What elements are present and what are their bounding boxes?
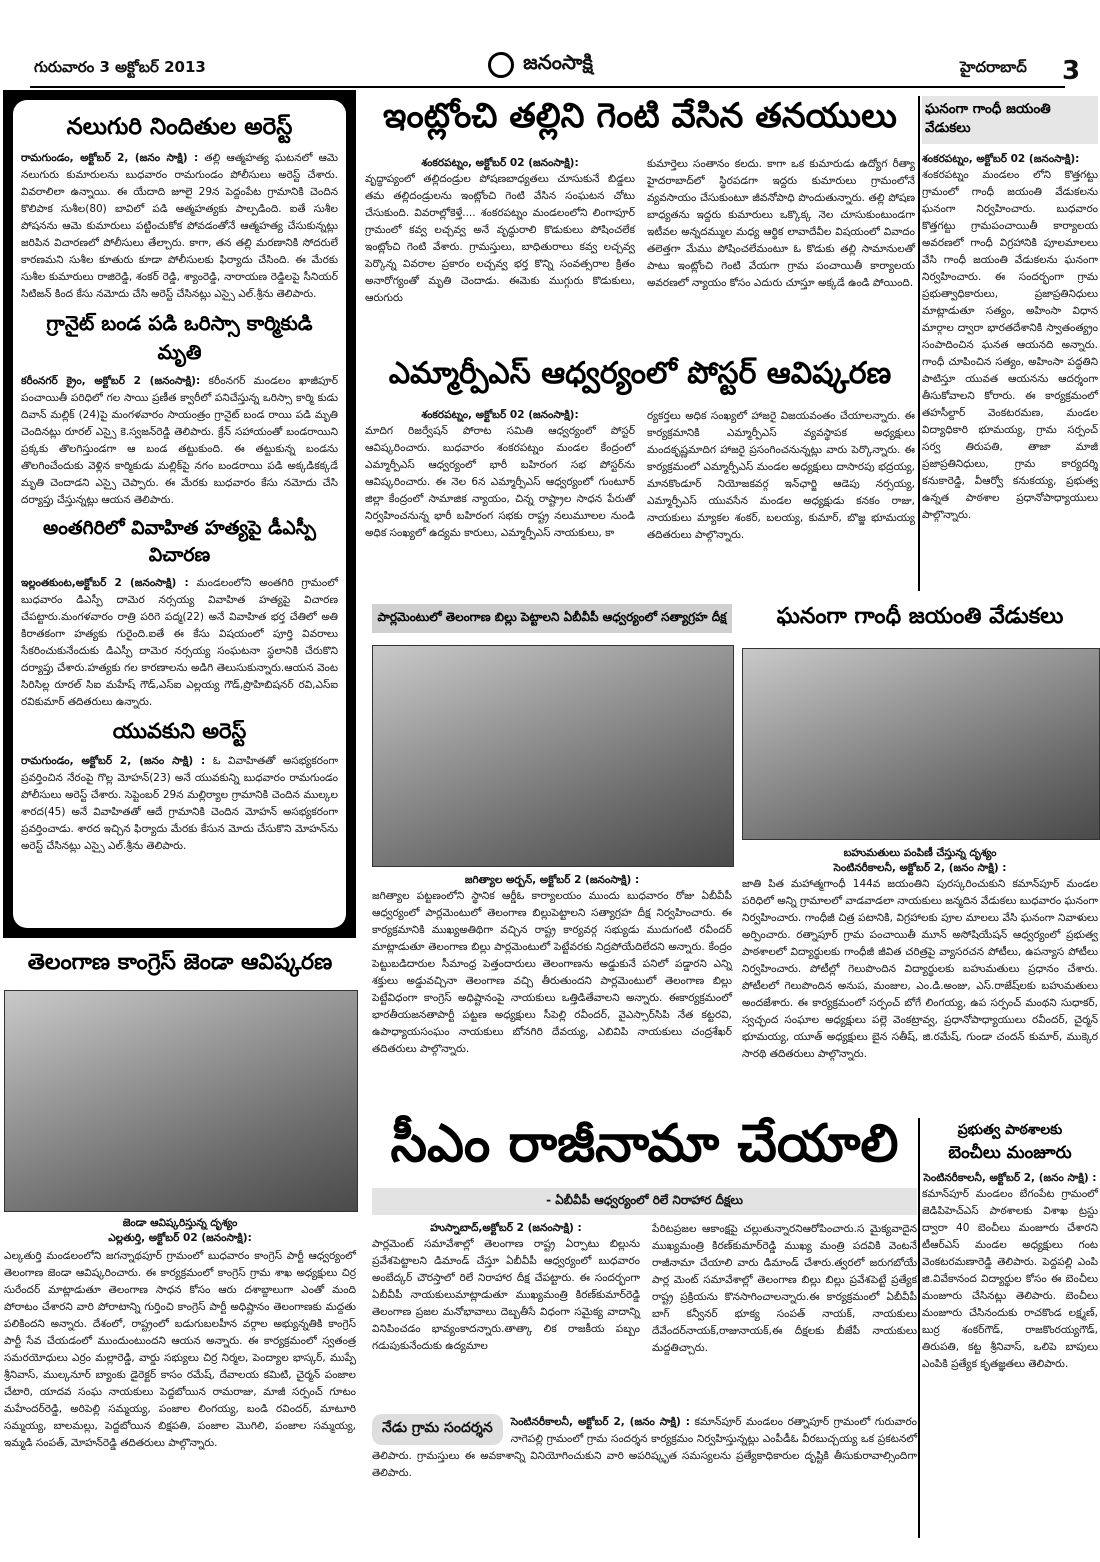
center-story3 bbox=[372, 598, 732, 1108]
center-story4-photo bbox=[742, 648, 1100, 840]
right-story2-separator bbox=[918, 1118, 920, 1538]
left-story4-text: ఓ వివాహితతో అసభ్యకరంగా ప్రవర్తించిన నేరంపై గొల్ల మోహన్(23) అనే యువకున్ని బుధవారం రామగుండం పోలీసులు అరెస్ట్ చేశారు. సెప్టెంబర్ 29న మల్లిర్యాల గ్రామానికి చెందిన ముల్కల శారద(45) అనే వివాహితతో ఆదే గ్రామానికి చెందిన మోహన్ అసభ్యకరంగా ప్రవర్తించాడు. శారద ఇచ్చిన ఫిర్యాదు మేరకు కేసున మోదు చేసుకొని మోహన్‌ను అరెస్ట్ చేసినట్లు ఎస్సై ఎల్.శ్రీను తెలిపారు. bbox=[21, 755, 339, 852]
center-story2-col-b bbox=[647, 408, 915, 544]
center-story6-headline: నేడు గ్రామ సందర్శన bbox=[372, 1414, 503, 1445]
left-story2-body bbox=[21, 373, 338, 509]
header-city: హైదరాబాద్ bbox=[960, 58, 1027, 76]
left-story2-headline: గ్రానైట్ బండ పడి ఒరిస్సా కార్మికుడి మృతి bbox=[46, 311, 313, 364]
left-story5-dateline: ఎల్లతుర్తి, అక్టోబర్ 02 (జనంసాక్షి): bbox=[108, 1232, 252, 1244]
right-story1-dateline: శంకరపట్నం, అక్టోబర్ 02 (జనంసాక్షి): bbox=[922, 153, 1080, 165]
center-story4-body: జాతి పిత మహాత్మగాంధీ 144వ జయంతిని పురస్కరించుకుని కమాన్‌పూర్ మండల పరిధిలో అన్ని గ్రామాలలో వాడవాడలా నాయకులు జన్మదిన వేడుకలు బుధవారం ఘనంగా నిర్వహించారు. గాంధీజీ చిత్ర పటానికి, విగ్రహాలకు పూల మాలలు వేసి ఘనంగా నివాళులు అర్పించారు. రత్నాపూర్ గ్రామ పంచాయితీ మూన్ అసోషియేషన్ ఆధ్వర్యంలో ప్రభుత్వ పాఠశాలలో విద్యార్థులకు గాంధీజీ జీవిత చరిత్రపై వ్యాసరచన పోటీలు, ఉపన్యాస పోటీలు నిర్వహించారు. పోటీల్లో గెలుపొందిన విద్యార్థులకు బహుమతులు ప్రధానం చేశారు. పోటీలలో గెలుపొందిన అనుప, మంజుల, ఎం.డి.అంజు, ఎస్.రాజేష్‌లకు బహుమతులు అందజేశారు. ఈ కార్యక్రమంలో సర్పంచ్ బోగే లింగయ్య, ఉప సర్పంచ్ మంథని సుధాకర్, స్వచ్ఛంద సంఘాల అధ్యక్షులు పల్లె వెంకట్రావ్వ, ప్రధానోపాధ్యాయులు రవీందర్, చైర్మన్ భూమయ్య, యూత్ అధ్యక్షులు బైన సతీష్, జి.రమేష్, గుండా చందన్ కుమార్, ముక్కెర సారథి తదితరులు పాల్గొన్నారు. bbox=[742, 878, 1098, 1060]
center-story5-body-a: పార్లమెంట్ సమావేశాల్లో తెలంగాణ రాష్ట్ర ఏర్పాటు బిల్లును ప్రవేశపెట్టాలని డిమాండ్ చేస్తూ ఏబీవీపీ ఆధ్వర్యంలో బుధవారం అంబేద్కర్ చౌరస్తాలో రిలే నిరాహార దీక్ష చేపట్టారు. ఈ సందర్భంగా ఏబీవీపీ నాయకులుమాట్లాడుతూ ముఖ్యమంత్రి కిరణ్‌కుమార్‌రెడ్డి తెలంగాణ ప్రజల మనోభావాలు దెబ్బతీసే విధంగా సమైక్య వాదాన్ని వినిపించడం భావ్యంకాదన్నారు.తాత్కా లిక రాజకీయ పబ్బం గడుపుకునేందుకు ఉద్యమాల bbox=[372, 1238, 640, 1352]
right-story1-headline: ఘనంగా గాంధీ జయంతి వేడుకలు bbox=[922, 96, 1098, 144]
left-story4-body bbox=[21, 753, 338, 855]
center-story1-columns bbox=[365, 156, 915, 307]
center-story5-columns bbox=[372, 1221, 917, 1357]
center-story1-body-a: వృద్ధాప్యంలో తల్లిదండ్రుల పోషణబాధ్యతలు చూసుకునే బిడ్డలు తమ తల్లిదండ్రులను ఇంట్లోంచి గెంటి వేసిన సంఘటన చోటు చేసుకుంది. వివరాల్లోకెళ్తే.... శంకరపట్నం మండలంలోని లింగాపూర్ గ్రామంలో కవ్వ లచ్చవ్వ అనే వృద్ధురాలి కొడుకులు పోషించలేక ఇంట్లోంచి గెంటి వేశారు. గ్రామస్తులు, బాధితురాలు కవ్వ లచ్చవ్వ పెర్కొన్న వివరాల ప్రకారం లచ్చవ్వ భర్త కొన్ని సంవత్సరాల క్రితం అనారోగ్యంతో మృతి చెందాడు. ఈమెకు ముగ్గురు కొడుకులు, ఆరుగురు bbox=[365, 173, 635, 304]
left-news-box bbox=[3, 90, 356, 938]
center-story4-caption-line1: బహుమతులు పంపిణీ చేస్తున్న దృశ్యం bbox=[843, 847, 997, 859]
center-story1-dateline: శంకరపట్నం, అక్టోబర్ 02 (జనంసాక్షి): bbox=[421, 157, 579, 169]
left-story5-headline: తెలంగాణ కాంగ్రెస్ జెండా ఆవిష్కరణ bbox=[27, 950, 333, 975]
left-story1-body bbox=[21, 150, 338, 303]
left-story4-headline: యువకుని అరెస్ట్ bbox=[112, 719, 247, 743]
right-story1 bbox=[922, 96, 1098, 596]
center-story5 bbox=[372, 1112, 917, 1410]
center-story2-body-a: మాదిగ రిజర్వేషన్ పోరాట సమితి ఆధ్వర్యంలో పోస్టర్ ఆవిష్కరించారు. బుధవారం శంకరపట్నం మండల కేంద్రంలో ఎమ్మార్పీఎస్ ఆధ్వర్యంలో భారీ బహిరంగ సభ పోస్టర్‌ను ఆవిష్కరించారు. ఈ నెల 6న ఎమ్మార్పీఎస్ ఆధ్వర్యంలో గుంటూర్ జిల్లా కేంద్రంలో సామాజిక న్యాయం, చిన్న రాష్ట్రాల సాధన పేరుతో నిర్వహించనున్న భారీ బహిరంగ సభకు రాష్ట్ర నలుమూలల నుండి అధిక సంఖ్యలో ఉద్యమ కారులు, ఎమ్మార్పీఎస్ నాయకులు, కా bbox=[365, 425, 635, 539]
center-story2-headline: ఎమ్మార్పీఎస్ ఆధ్వర్యంలో పోస్టర్ ఆవిష్కరణ bbox=[388, 356, 892, 391]
masthead-logo-icon bbox=[488, 52, 514, 78]
masthead bbox=[488, 50, 593, 82]
left-story3-body bbox=[21, 575, 338, 711]
left-story3-text: మండలంలోని అంతగిరి గ్రామంలో బుధవారం డిఎస్పీ దామెర నర్సయ్య వివాహిత హత్యపై విచారణ చేపట్టారు.మంగళవారం రాత్రి పరిగె పద్మ(22) అనే వివాహిత భర్త చేతిలో అతి కిరాతకంగా హత్యకు గురైంది.ఐతే ఈ కేసు విషయంలో పూర్తి వివరాలు సేకరించుకునేందుకు డిఎస్పీ దామెర నర్సయ్య సంఘటనా స్థలానికి చేరుకొని దర్యాప్తు చేశారు.హత్యకు గల కారణాలను అడిగి తెలుసుకున్నారు.ఆయన వెంట సిరిసిల్ల రూరల్ సిఐ మహేష్ గౌడ్,ఎస్ఐ ఎల్లయ్య గౌడ్,ప్రొహిబిషనర్ రవి,ఎస్ఐ రవికుమార్ తదితరులు ఉన్నారు. bbox=[21, 577, 338, 708]
right-story2-headline-line1: ప్రభుత్వ పాఠశాలకు bbox=[957, 1122, 1063, 1138]
left-story1-dateline: రామగుండం, అక్టోబర్ 2, (జనం సాక్షి) : bbox=[21, 152, 199, 164]
left-news-box-inner bbox=[13, 100, 346, 928]
header-date: గురువారం 3 అక్టోబర్ 2013 bbox=[34, 58, 206, 76]
center-story5-subhead: - ఏబీవీపీ ఆధ్వర్యంలో రిలే నిరాహార దీక్షలు bbox=[372, 1188, 917, 1215]
right-story2 bbox=[922, 1118, 1098, 1562]
center-story6 bbox=[372, 1414, 917, 1562]
center-story1-col-b bbox=[647, 156, 915, 307]
center-story2-col-a bbox=[365, 408, 635, 544]
center-story5-col-b bbox=[652, 1221, 917, 1357]
right-story2-headline-line2: బెంచీలు మంజూరు bbox=[948, 1143, 1072, 1163]
masthead-title: జనంసాక్షి bbox=[523, 50, 593, 74]
left-story5-body: ఎల్కతుర్తి మండలంలోని జగన్నాథపూర్ గ్రామంలో బుధవారం కాంగ్రెస్ పార్టీ ఆధ్వర్యంలో తెలంగాణ జెండా ఆవిష్కరించారు. ఈ కార్యక్రమంలో కాంగ్రెస్ గ్రామ శాఖ అధ్యక్షులు చిర్ర సురేందర్ మాట్లాడుతూ తెలంగాణ సాధన కోసం ఆరు దశాబ్దాలుగా ఎంతో మంది పోరాటం చేశారని వారి పోరాటాన్ని గుర్తించి కాంగ్రెస్ పార్టీ అధిష్టానం తెలంగాణకు మద్దతు పలికిందని అన్నారు. దేశంలో, రాష్ట్రంలో బడుగుబలహీన వర్గాల అభ్యున్నతికి కాంగ్రెస్ పార్టీ సేవ చేయడంలో ముందుంటుందని ఆయన అన్నారు. ఈ కార్యక్రమంలో స్వతంత్ర సమరయోధులు ఎర్రం మల్లారెడ్డి, వార్డు సభ్యులు చిర్ర నిర్మల, పెంద్యాల భాస్కర్, ముప్పే శ్రీనివాస్, ముల్కనూర్ బ్యాంకు డైరెక్టర్ కాసం రమేష్, దేవాలయ కమిటి, చైర్మన్ పంజాల చేటారి, యాదవ సంఘ నాయకులు పెద్దబోయిన రామరాజు, మాజీ సర్పంచ్ గూటం మహేందర్‌రెడ్డి, అరిపెల్లి సమ్మయ్య, పంజాల లింగయ్య, బండి రవిందర్, మాటూరి సమ్మయ్య, బాలమల్లు, పెద్దబోయిన బిక్షపతి, పంజాల మొగిలి, పంజాల సమ్మయ్య, ఇమ్మడి సంపత్, మోహన్‌రెడ్డి తదితరులు పాల్గొన్నారు. bbox=[4, 1250, 356, 1449]
center-story1-headline: ఇంట్లోంచి తల్లిని గెంటి వేసిన తనయులు bbox=[383, 96, 897, 136]
right-story1-separator bbox=[918, 96, 920, 591]
header-rule bbox=[30, 86, 1065, 88]
left-story5-caption: జెండా ఆవిష్కరిస్తున్న దృశ్యం bbox=[122, 1217, 238, 1229]
center-story4-caption-line2: సెంటినరీకాలనీ, అక్టోబర్ 2, (జనం సాక్షి) : bbox=[833, 862, 1007, 874]
center-story2-dateline: శంకరపట్నం, అక్టోబర్ 02 (జనంసాక్షి): bbox=[421, 409, 579, 421]
center-story1-col-a bbox=[365, 156, 635, 307]
center-story5-body-b: పేరిటప్రజల ఆకాంక్షపై చల్లుతున్నారనిఆరోపించారు.స మైక్యవాదైన ముఖ్యమంత్రి కిరణ్‌కుమార్‌రెడ్డి ముఖ్య మంత్రి పదవికి వెంటనే రాజీనామా చేయాలి వారు డిమాండ్ చేశారు.త్వరలో జరుగబోయే పార్ల మెంట్ సమావేశాల్లో తెలంగాణ బిల్లు బిల్లు ప్రవేశపెట్టే ప్రత్యేక రాష్ట్ర ప్రక్రియను కొనసాగించాలన్నారు.ఈ కార్యక్రమంలో ఏబీవీపీ బాగ్ కన్వీనర్ భూక్య సంపత్ నాయక్, నాయకులు దేవేందర్‌నాయక్,రాజునాయక్,ఈ దీక్షలకు బీజేపీ నాయకులు మద్దతిచ్చారు. bbox=[652, 1223, 917, 1354]
center-story2-columns bbox=[365, 408, 915, 544]
page-number: 3 bbox=[1062, 56, 1081, 86]
left-story5-photo bbox=[4, 990, 358, 1212]
left-story1-text: తల్లి ఆత్మహత్య ఘటనలో ఆమె నలుగురు కుమారులను బుధవారం రామగుండం పోలీసులు అరెస్ట్ చేశారు. వివరాలిలా ఉన్నాయి. ఈ యేదాది జూలై 29న పెద్దంపేట గ్రామానికి చెందిన కొలిపాక సుశీల(80) బావిలో పడి ఆత్మహత్యకు పాల్పడింది. ఐతే సుశీల పోషనను ఆమె కుమారులు పట్టించుకోక పోవడంతోనే ఆత్మహత్య చేసుకున్నట్లు జరిపిన విచారణలో పోలీసులు తేల్చారు. కాగా, తన తల్లి మరణానికి సోదరులే కారణమని సుశీల కూతురు కూడా పోలీసులకు ఫిర్యాదు చేసింది. ఈ మేరకు సుశీల కుమారులు రాజిరెడ్డి, శంకర్ రెడ్డి, శ్యాంరెడ్డి, నారాయణ రెడ్డిలపై సీనియర్ సిటిజన్ కింద కేసు నమోదు చేసి అరెస్ట్ చేసినట్లు ఎస్సై ఎల్.శ్రీను తెలిపారు. bbox=[21, 152, 338, 300]
left-story5 bbox=[4, 950, 356, 1562]
right-story1-body: శంకరపట్నం మండలం లోని కొత్తగట్టు గ్రామంలో గాంధీ జయంతి వేడుకలను ఘనంగా నిర్వహించారు. బుధవారం కొత్తగట్టు గ్రామపంచాయితీ కార్యాలయ అవరణలో గాంధీ విగ్రహానికి పూలమాలలు వేసి గాంధీ జయంతి వేడుకలను ఘనంగా నిర్వహించారు. ఈ సందర్భంగా గ్రామ ప్రభుత్వాధికారులు, ప్రజాప్రతినిధులు మాట్లాడుతూ సత్యం, అహింసా విధాన మార్గాల ద్వారా భారతదేశానికి స్వాతంత్య్రం సంపాదించిన ఘనత ఆయనది అన్నారు. గాంధీ చూపించిన సత్యం, అహింసా పద్ధతిని పాటిస్తూ యువత ఆయనను ఆదర్శంగా తీసుకోవాలని కోరారు. ఈ కార్యక్రమంలో తహసీల్దార్ వెంకటరమణ, మండల విద్యాధికారి భూమయ్య, గ్రామ సర్పంచ్ సర్వ తిరుపతి, తాజా మాజీ ప్రజాప్రతినిధులు, గ్రామ కార్యదర్శి కనుకారెడ్డి, వీఆర్వో కనుకయ్య, ప్రభుత్వ ఉన్నత పాఠశాల ప్రధానోపాధ్యాయులు పాల్గొన్నారు. bbox=[922, 169, 1098, 521]
center-story6-text: కమాన్‌పూర్ మండలం రత్నాపూర్ గ్రామంలో గురువారం నాగెపల్లి గ్రామంలో గ్రామ సందర్శన కార్యక్రమం నిర్వహిస్తున్నట్లు ఎంపీడీఓ వీరబుచ్చయ్య ఒక ప్రకటనలో తెలిపారు. గ్రామస్తులు ఈ అవకాశాన్ని వినియోగించుకుని వారి అపరిష్కృత సమస్యలను ప్రత్యేకాధికారుల దృష్టికి తీసుకురావాల్సిందిగా తెలిపారు. bbox=[372, 1416, 918, 1479]
center-story2-body-b: ర్యకర్తలు అధిక సంఖ్యలో హాజరై విజయవంతం చేయాలన్నారు. ఈ కార్యక్రమానికి ఎమ్మార్పీఎస్ వ్యవస్థాపక అధ్యక్షులు మందకృష్ణమాదిగ హాజరై ప్రసంగించనున్నట్లు వారు పెర్కొన్నారు. ఈ కార్యక్రమంలో ఎమ్మార్పీఎస్ మండల అధ్యక్షులు దాసారపు భద్రయ్య, మానకొండూర్ నియోజకవర్గ ఇన్‌ఛార్జి ఆడెపు నర్సయ్య, ఎమ్మార్పీఎస్ యువసేన మండల అధ్యక్షుడు కనకం రాజు, నాయకులు మ్యాకల శంకర్, బలయ్య, కుమార్, బొజ్జ భూమయ్య తదితరులు పాల్గొన్నారు. bbox=[647, 410, 915, 541]
center-story3-photo bbox=[372, 645, 734, 867]
center-story3-body: జగిత్యాల పట్టణంలోని స్థానిక ఆర్డీఓ కార్యాలయం ముందు బుధవారం రోజు ఏబీవీపీ ఆధ్వర్యంలో పార్లమెంటులో తెలంగాణ బిల్లుపెట్టాలని సత్యాగ్రహ దీక్ష నిర్వహించారు. ఈ కార్యక్రమానికి ముఖ్యఅతిథిగా వచ్చిన రాష్ట్ర కార్యవర్గ సభ్యుడు ముదుగంటి రవీందర్ మాట్లాడుతూ తెలంగాణ బిల్లు పార్లమెంటులో పెట్టేవరకు నిద్రపోయేదిలేదని అన్నారు. కేంద్రం పెట్టుబడిదారుల సీమాంధ్ర పెత్తందారులు తెలంగాణను అడ్డుకునే పనిలో పడ్డారని ఎన్ని శక్తులు అడ్డువచ్చినా తెలంగాణ వచ్చి తీరుతుందని పార్లమెంటులో తెలంగాణ బిల్లు పెట్టేవిధంగా కాంగ్రెస్ అధిష్టానంపై నాయకులు ఒత్తిడితేవాలని అన్నారు. ఈకార్యక్రమంలో భారతీయజనతాపార్టీ పట్టణ అధ్యక్షులు సీపెల్లి రవీందర్, వైఎస్సార్‌సిపి నేత కట్టరవి, ఉపాధ్యాయసంఘం నాయకులు బోనగిరి దేవయ్య, ఎబివిపి నాయకులు చంద్రశేఖర్ తదితరులు పాల్గొన్నారు. bbox=[372, 890, 732, 1055]
left-story3-dateline: ఇల్లంతకుంట,అక్టోబర్ 2 (జనంసాక్షి) : bbox=[21, 577, 189, 589]
left-story1-headline: నలుగురి నిందితుల అరెస్ట్ bbox=[66, 114, 293, 140]
right-story2-dateline: సెంటినరీకాలనీ, అక్టోబర్ 2, (జనం సాక్షి) : bbox=[923, 1172, 1097, 1184]
left-story4-dateline: రామగుండం, అక్టోబర్ 2, (జనం సాక్షి) : bbox=[21, 755, 206, 767]
center-story1-body-b: కుమార్తెలు సంతానం కలదు. కాగా ఒక కుమారుడు ఉద్యోగ రీత్యా హైదరాబాద్‌లో స్థిరపడగా ఇద్దరు కుమారులు గ్రామంలోనే వ్యవసాయం చేసుకుంటూ జీవనోపాధి పొందుతున్నారు. తల్లి పోషణ బాధ్యతను ఇద్దరు కుమారులు ఒక్కొక్క నెల చూసుకుంటుండగా ఇటీవల అన్నదమ్ముల మధ్య ఆర్థిక లావాదేవీల విషయంలో వివాదం తలెత్తగా మేము పోషించలేమంటూ ఓ కొడుకు తల్లి సామానులతో పాటు ఇంట్లోంచి గెంటి వేయగా గ్రామ పంచాయితీ కార్యాలయ అవరణలో న్యాయం కోసం ఎదురు చూస్తూ అక్కడే ఉండి పోయింది. bbox=[647, 158, 915, 289]
center-story3-dateline: జగిత్యాల అర్బన్, అక్టోబర్ 2 (జనంసాక్షి) : bbox=[464, 874, 640, 886]
page-header bbox=[0, 0, 1100, 92]
left-story2-text: కరీంనగర్ మండలం ఖాజీపూర్ పంచాయితీ పరిధిలో గల సాయి ప్రణీత క్వారీలో పనిచేస్తున్న ఒరిస్సా కార్మి కుడు దివాన్ మల్లిక్ (24)పై మంగళవారం సాయంత్రం గ్రానైట్ బండ రాయి పడి మృతి చెందినట్లు రూరల్ ఎస్సై కె.స్వజన్‌రెడ్డి తెలిపారు. క్రేన్ సహాయంతో బండరాయిని ప్రక్కకు తొలగిస్తుండగా ఆ బండ తట్టుకుంది. ఈ తట్టుకున్న బండను తొలగించేందుకు వెళ్లిన కార్మికుడు మల్లిక్‌పై నగం బండరాయి పడి అక్కడికక్కడే మృతి చెందాడని ఎస్సై చెప్పారు. ఈ మేరకు బుధవారం కేసు నమోదు చేసి దర్యాప్తు చేస్తున్నట్లు ఆయన తెలిపారు. bbox=[21, 375, 338, 506]
center-story2 bbox=[365, 356, 915, 588]
center-story4 bbox=[742, 598, 1098, 1110]
center-story4-headline: ఘనంగా గాంధీ జయంతి వేడుకలు bbox=[776, 604, 1064, 629]
center-story5-headline: సీఎం రాజీనామా చేయాలి bbox=[390, 1114, 899, 1174]
center-story5-dateline: హుస్నాబాద్,అక్టోబర్ 2 (జనంసాక్షి) : bbox=[430, 1222, 582, 1234]
right-story2-body: కమాన్‌పూర్ మండలం బేగంపేట గ్రామంలో జెడిపిహెచ్ఎస్ పాఠశాలకు విశాఖ ట్రస్టు ద్వారా 40 బెంచీలు మంజూరు చేశారని టీఆర్ఎస్ మండల అధ్యక్షులు గంట వెంకటరమణారెడ్డి తెలిపారు. పెద్దపల్లి ఎంపి జి.వివేకానంద విద్యార్థుల కోసం ఈ బెంచీలు మంజూరు చేసినట్లు తెలిపారు. బెంచీలు మంజూరు చేసినందుకు రాచకొండ లక్ష్మణ్, బుర్ర శంకర్‌గౌడ్, రాజకొంరయ్యగౌడ్, తిరుపతి, కట్ట శ్రీనివాస్, ఒలిపె బాపులు ఎంపికి ప్రత్యేక కృతజ్ఞతలు తెలిపారు. bbox=[922, 1188, 1098, 1370]
center-story1 bbox=[365, 96, 915, 332]
center-story6-dateline: సెంటినరీకాలనీ, అక్టోబర్ 2, (జనం సాక్షి) : bbox=[510, 1416, 690, 1428]
center-story3-headline: పార్లమెంటులో తెలంగాణ బిల్లు పెట్టాలని ఏబీవీపీ ఆధ్వర్యంలో సత్యాగ్రహ దీక్ష bbox=[372, 604, 732, 633]
center-story5-col-a bbox=[372, 1221, 640, 1357]
left-story3-headline: అంతగిరిలో వివాహిత హత్యపై డీఎస్పీ విచారణ bbox=[43, 517, 316, 566]
left-story2-dateline: కరీంనగర్ క్రైం, అక్టోబర్ 2 (జనంసాక్షి): bbox=[21, 375, 201, 387]
